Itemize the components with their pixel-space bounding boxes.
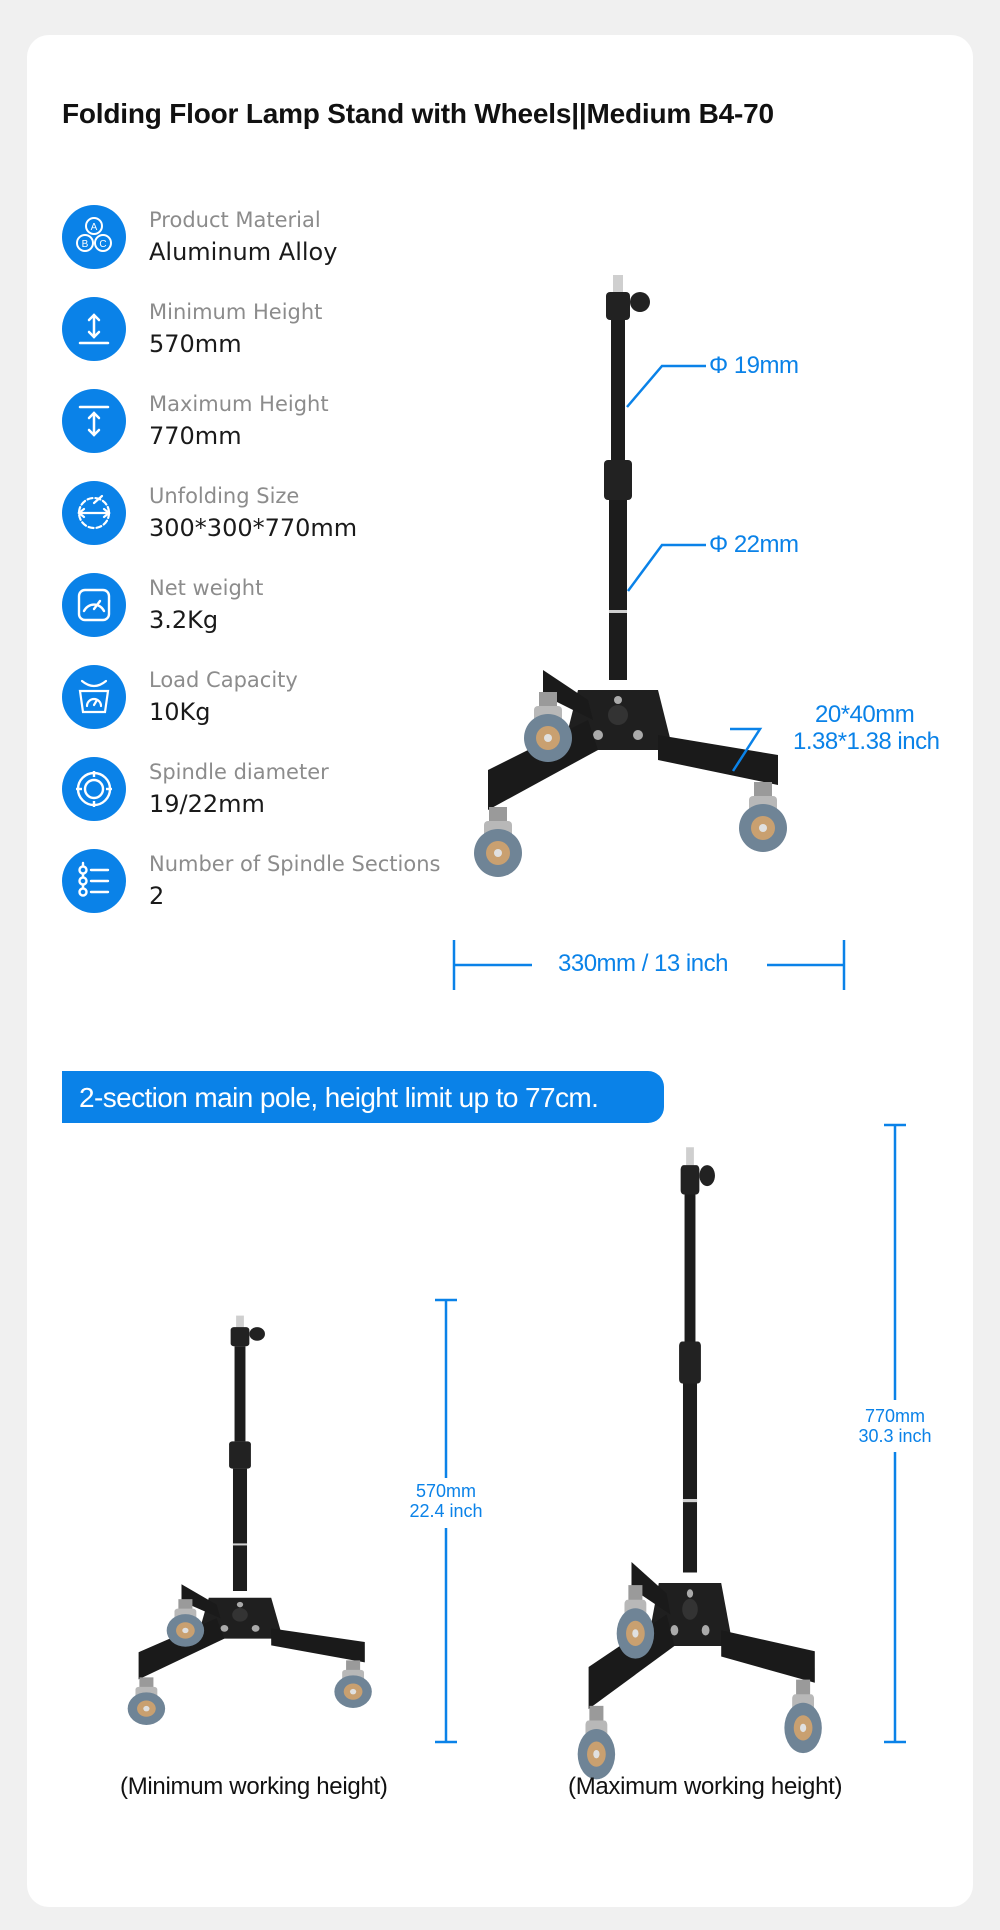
tube-bottom-diameter: Φ 22mm bbox=[709, 531, 799, 558]
tube-top-diameter: Φ 19mm bbox=[709, 352, 799, 379]
min-height-stand-graphic bbox=[128, 1316, 372, 1725]
spec-label: Maximum Height bbox=[149, 392, 329, 416]
min-height-mm: 570mm bbox=[415, 1481, 477, 1501]
max-height-inch: 30.3 inch bbox=[858, 1426, 932, 1446]
dimension-lines bbox=[435, 366, 906, 1742]
page-title: Folding Floor Lamp Stand with Wheels||Medium B4-70 bbox=[62, 98, 774, 129]
svg-text:C: C bbox=[99, 239, 107, 250]
spec-label: Spindle diameter bbox=[149, 760, 329, 784]
feature-banner bbox=[62, 1071, 664, 1123]
spec-label: Net weight bbox=[149, 576, 264, 600]
spec-value: 300*300*770mm bbox=[149, 514, 358, 542]
max-height-stand-graphic bbox=[578, 1147, 822, 1779]
spec-value: Aluminum Alloy bbox=[149, 238, 338, 266]
leg-size-mm: 20*40mm bbox=[815, 701, 915, 728]
spec-value: 10Kg bbox=[149, 698, 211, 726]
spec-label: Unfolding Size bbox=[149, 484, 300, 508]
spec-label: Load Capacity bbox=[149, 668, 298, 692]
base-width: 330mm / 13 inch bbox=[558, 950, 728, 977]
spec-value: 2 bbox=[149, 882, 165, 910]
min-height-inch: 22.4 inch bbox=[409, 1501, 483, 1521]
leg-size-inch: 1.38*1.38 inch bbox=[793, 728, 940, 755]
spec-value: 3.2Kg bbox=[149, 606, 219, 634]
max-height-caption: (Maximum working height) bbox=[568, 1773, 843, 1800]
spec-value: 570mm bbox=[149, 330, 242, 358]
feature-banner-text: 2-section main pole, height limit up to 77cm. bbox=[79, 1082, 599, 1113]
spec-value: 19/22mm bbox=[149, 790, 265, 818]
svg-text:A: A bbox=[90, 222, 98, 233]
min-height-caption: (Minimum working height) bbox=[120, 1773, 388, 1800]
spec-label: Number of Spindle Sections bbox=[149, 852, 441, 876]
max-height-mm: 770mm bbox=[864, 1406, 926, 1426]
svg-text:B: B bbox=[81, 239, 89, 250]
spec-label: Product Material bbox=[149, 208, 321, 232]
spec-label: Minimum Height bbox=[149, 300, 323, 324]
spec-value: 770mm bbox=[149, 422, 242, 450]
